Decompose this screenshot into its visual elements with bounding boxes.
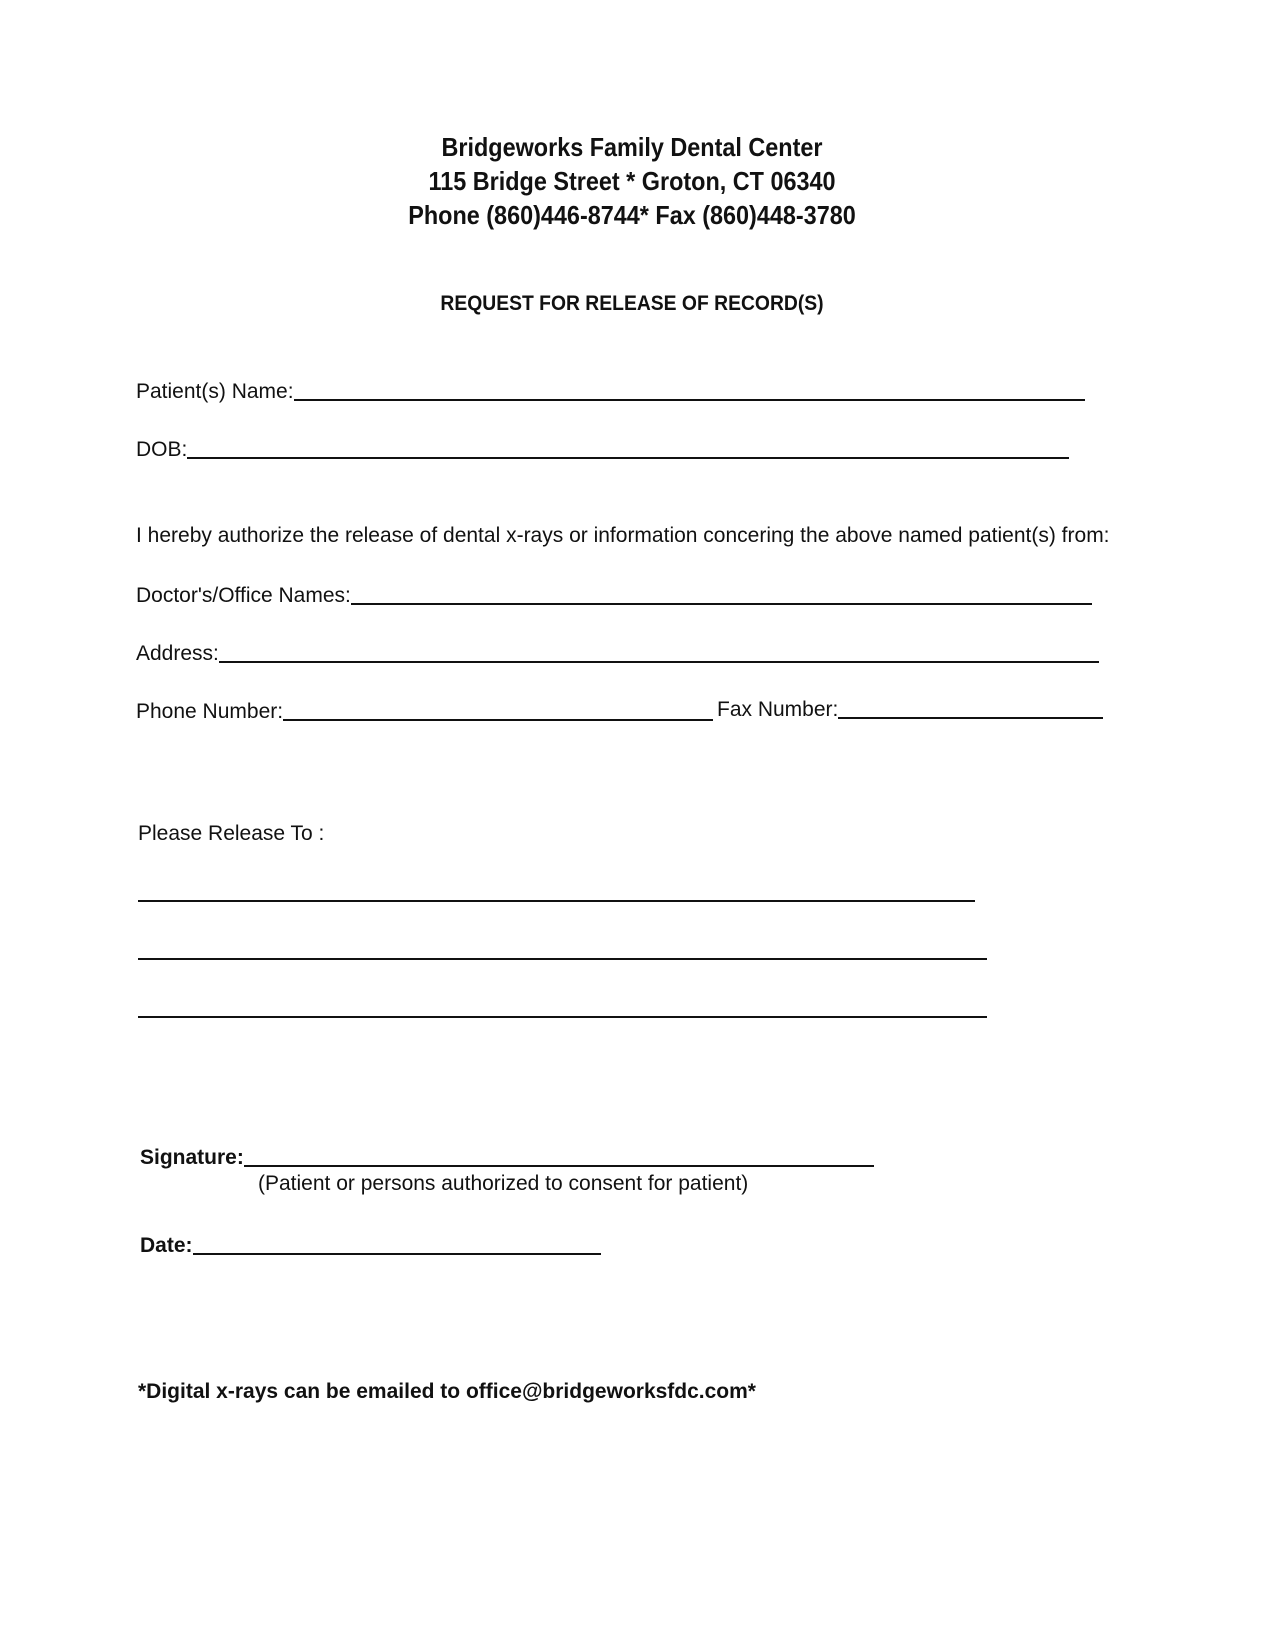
fax-row <box>717 698 1103 722</box>
dob-field[interactable] <box>187 456 1069 459</box>
release-to-line-2[interactable] <box>138 958 987 960</box>
signature-label: Signature: <box>140 1146 244 1169</box>
release-to-line-3[interactable] <box>138 1016 987 1018</box>
phone-label: Phone Number: <box>136 700 284 723</box>
practice-name: Bridgeworks Family Dental Center <box>441 132 823 162</box>
signature-field[interactable] <box>244 1164 874 1167</box>
date-label: Date: <box>140 1234 193 1257</box>
address-field[interactable] <box>219 660 1099 663</box>
phone-row <box>136 700 713 724</box>
doctor-office-field[interactable] <box>351 602 1092 605</box>
dob-row <box>136 438 1069 462</box>
authorization-text: I hereby authorize the release of dental x-rays or information concering the above named patient(s) from: <box>136 524 1110 547</box>
address-row <box>136 642 1099 666</box>
signature-caption: (Patient or persons authorized to consent for patient) <box>258 1172 749 1195</box>
phone-field[interactable] <box>283 718 713 721</box>
patient-name-field[interactable] <box>294 398 1085 401</box>
patient-name-row <box>136 380 1085 404</box>
date-row <box>140 1234 601 1258</box>
form-title: REQUEST FOR RELEASE OF RECORD(S) <box>440 292 824 315</box>
signature-row <box>140 1146 874 1170</box>
date-field[interactable] <box>193 1252 601 1255</box>
address-label: Address: <box>136 642 219 665</box>
patient-name-label: Patient(s) Name: <box>136 380 294 403</box>
doctor-office-label: Doctor's/Office Names: <box>136 584 351 607</box>
email-footnote: *Digital x-rays can be emailed to office@bridgeworksfdc.com* <box>138 1380 756 1403</box>
practice-address: 115 Bridge Street * Groton, CT 06340 <box>428 166 836 196</box>
letterhead <box>0 130 1264 232</box>
dob-label: DOB: <box>136 438 188 461</box>
practice-contact: Phone (860)446-8744* Fax (860)448-3780 <box>408 200 856 230</box>
fax-label: Fax Number: <box>717 698 839 721</box>
fax-field[interactable] <box>838 716 1103 719</box>
doctor-office-row <box>136 584 1092 608</box>
release-to-line-1[interactable] <box>138 900 975 902</box>
release-to-label: Please Release To : <box>138 822 325 845</box>
